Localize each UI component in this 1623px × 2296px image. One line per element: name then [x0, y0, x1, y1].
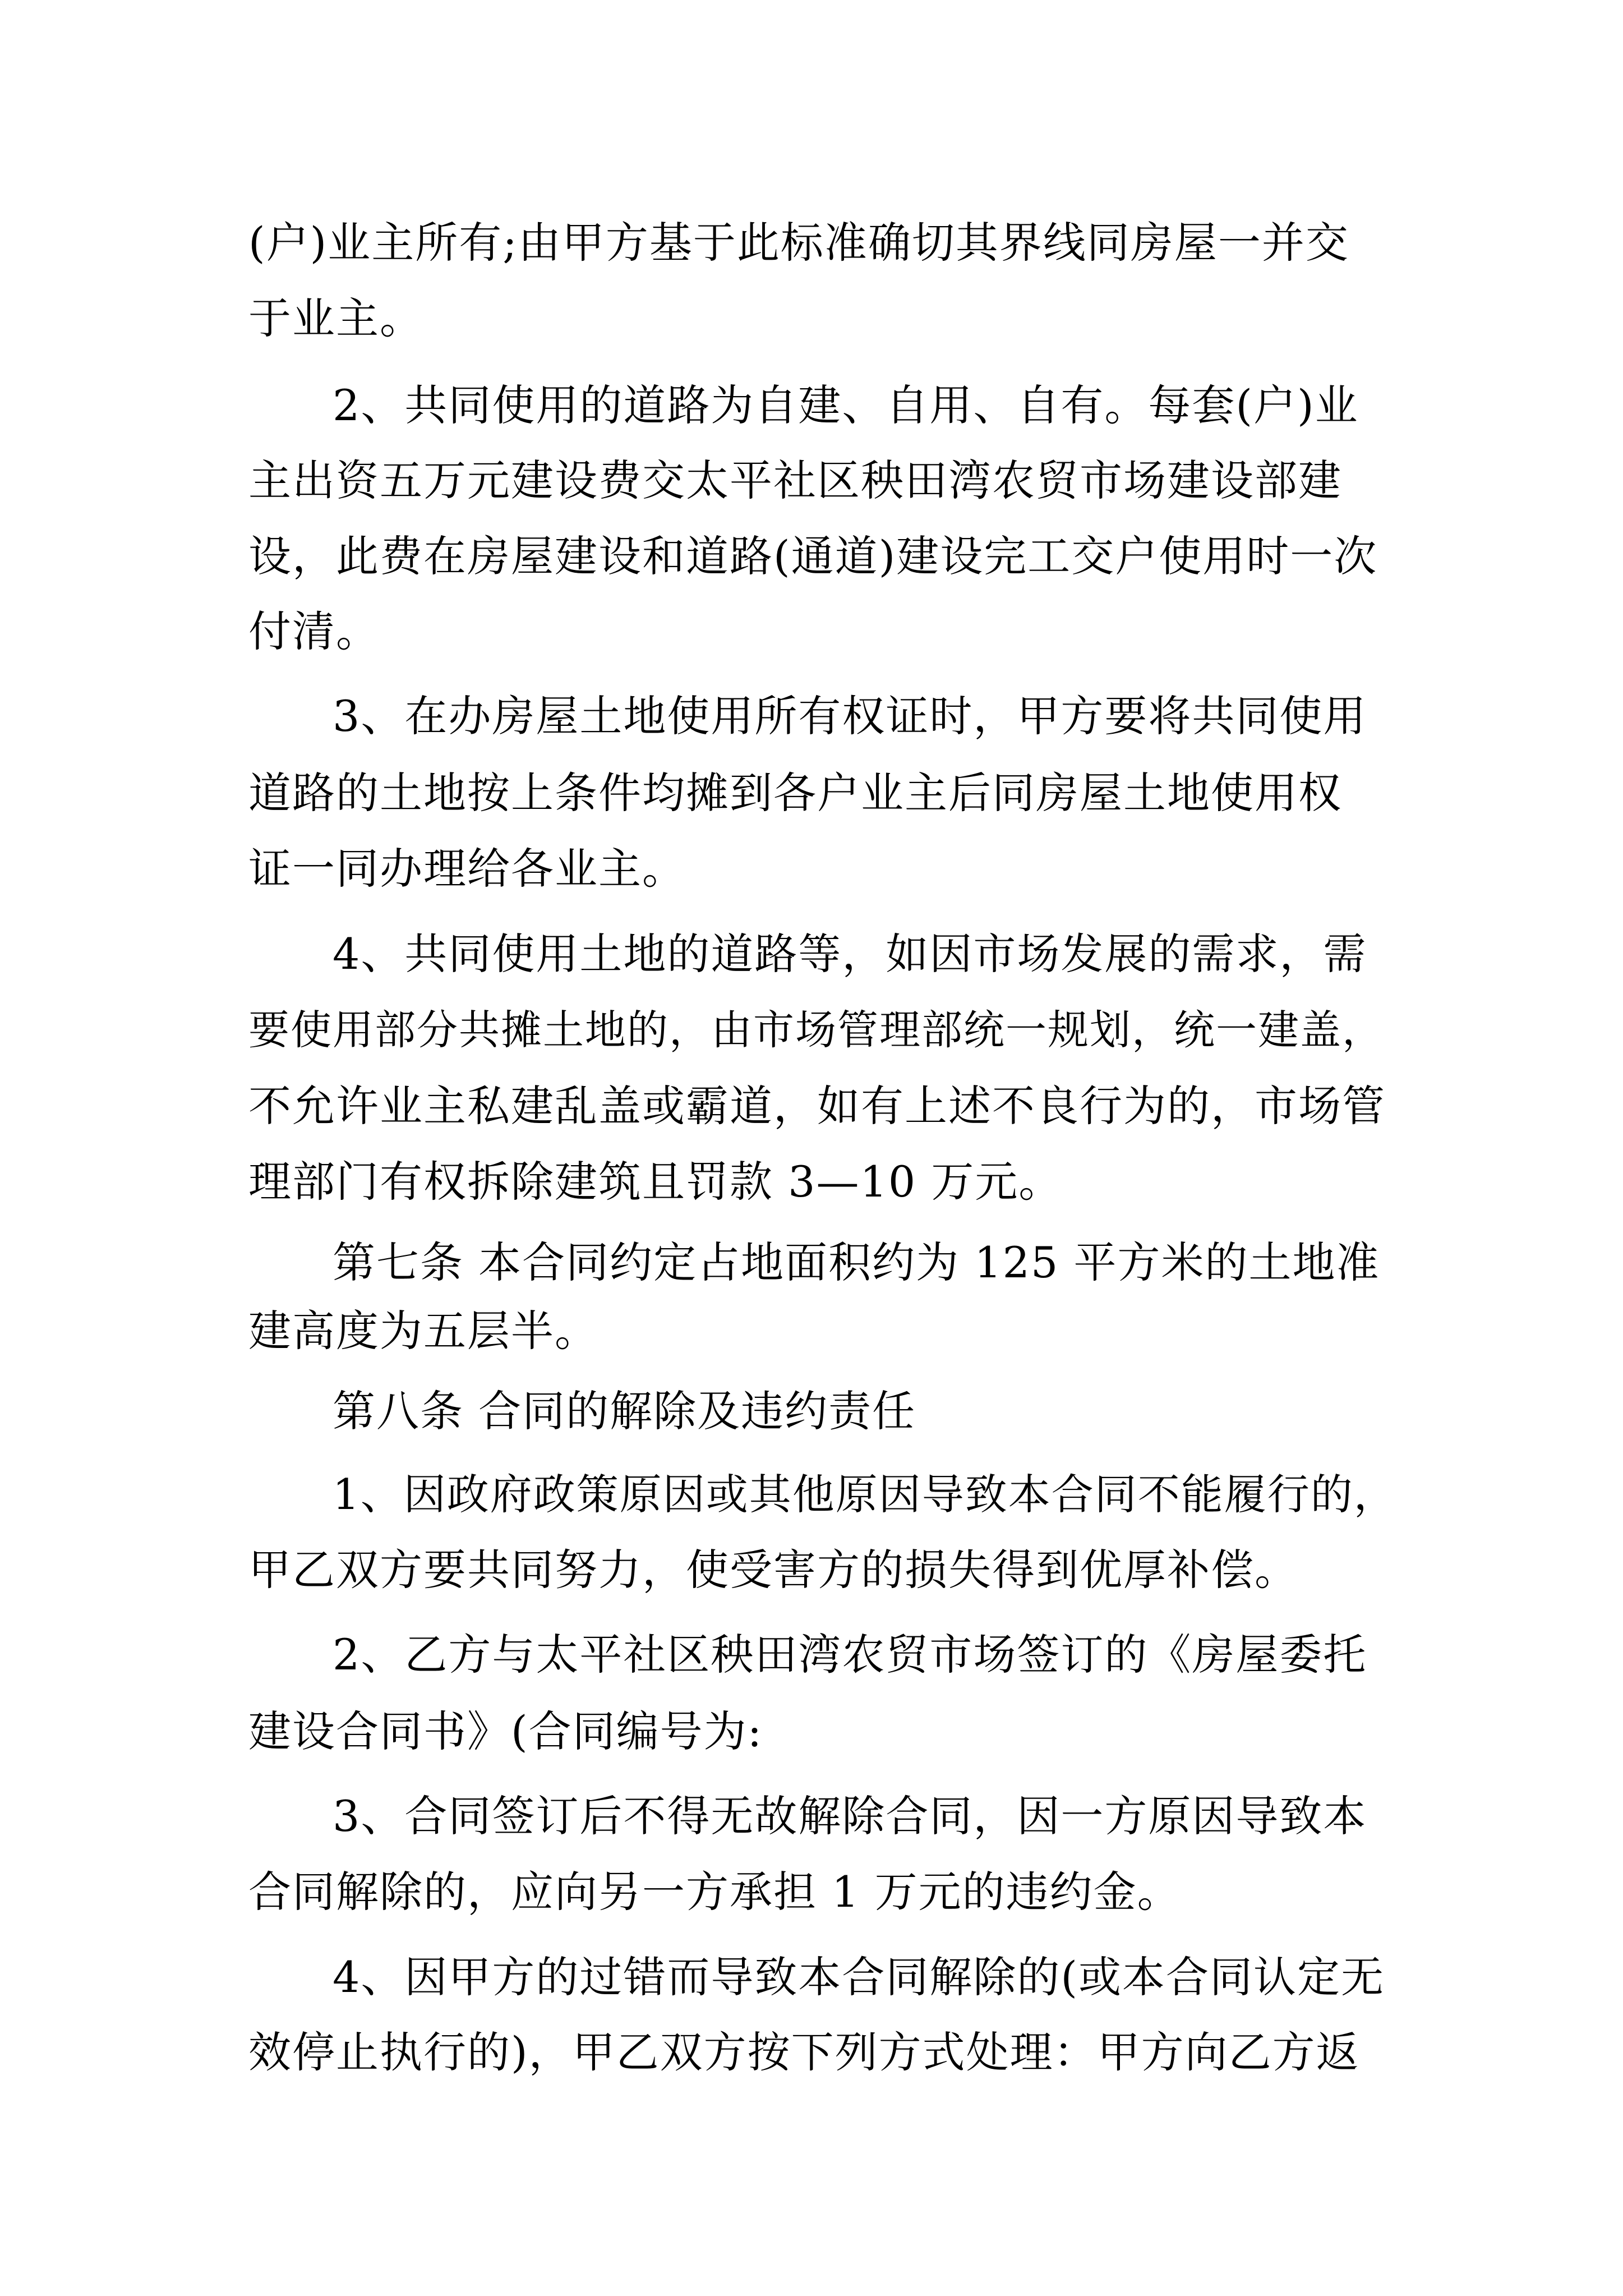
text-line: 于业主。: [248, 293, 423, 343]
text-line: 4、因甲方的过错而导致本合同解除的(或本合同认定无: [333, 1952, 1385, 2002]
text-line: 合同解除的，应向另一方承担 1 万元的违约金。: [248, 1867, 1181, 1917]
text-line: 建设合同书》(合同编号为:: [248, 1706, 763, 1756]
text-line: 3、在办房屋土地使用所有权证时，甲方要将共同使用: [333, 691, 1367, 741]
text-line: 效停止执行的)，甲乙双方按下列方式处理：甲方向乙方返: [248, 2027, 1360, 2077]
text-line: 第八条 合同的解除及违约责任: [333, 1386, 916, 1436]
text-line: 理部门有权拆除建筑且罚款 3—10 万元。: [248, 1157, 1063, 1207]
text-line: 甲乙双方要共同努力，使受害方的损失得到优厚补偿。: [248, 1545, 1298, 1595]
text-line: 设，此费在房屋建设和道路(通道)建设完工交户使用时一次: [248, 531, 1378, 581]
text-line: 付清。: [248, 606, 380, 656]
text-line: 4、共同使用土地的道路等，如因市场发展的需求，需: [333, 929, 1367, 979]
text-line: 道路的土地按上条件均摊到各户业主后同房屋土地使用权: [248, 768, 1342, 818]
text-line: 1、因政府政策原因或其他原因导致本合同不能履行的，: [333, 1470, 1397, 1519]
text-line: 3、合同签订后不得无故解除合同，因一方原因导致本: [333, 1791, 1367, 1841]
text-line: 不允许业主私建乱盖或霸道，如有上述不良行为的，市场管: [248, 1081, 1386, 1131]
text-line: 建高度为五层半。: [248, 1306, 598, 1356]
text-line: 主出资五万元建设费交太平社区秧田湾农贸市场建设部建: [248, 455, 1342, 505]
text-line: (户)业主所有;由甲方基于此标准确切其界线同房屋一并交: [248, 218, 1349, 268]
text-line: 证一同办理给各业主。: [248, 844, 686, 894]
text-line: 2、乙方与太平社区秧田湾农贸市场签订的《房屋委托: [333, 1630, 1367, 1680]
text-line: 2、共同使用的道路为自建、自用、自有。每套(户)业: [333, 380, 1359, 430]
text-line: 要使用部分共摊土地的，由市场管理部统一规划，统一建盖，: [248, 1006, 1384, 1054]
text-line: 第七条 本合同约定占地面积约为 125 平方米的土地准: [333, 1237, 1380, 1287]
